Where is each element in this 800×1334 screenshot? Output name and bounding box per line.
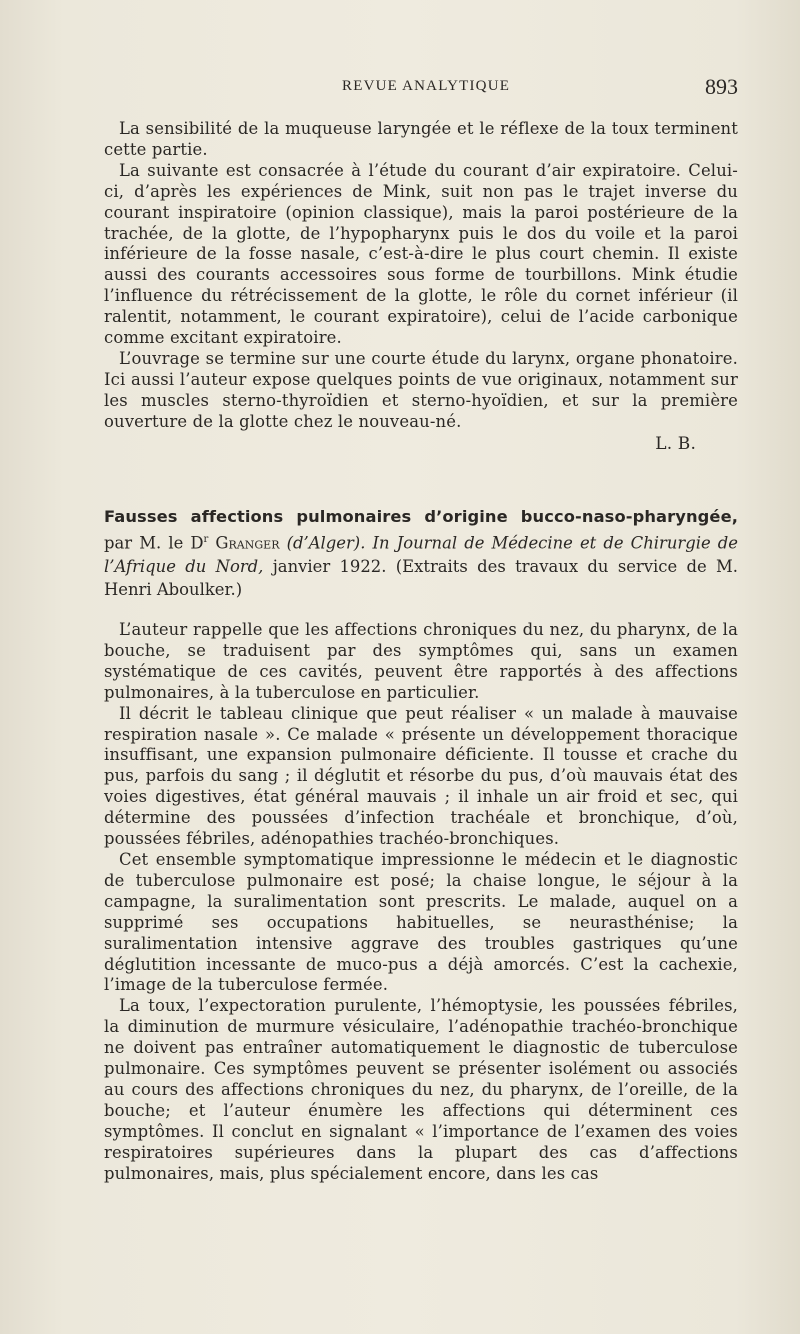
paragraph: La suivante est consacrée à l’étude du courant d’air expiratoire. Celui-ci, d’après les expériences de Mink, suit non pas le trajet inverse du courant inspiratoire (opinion classique), mais la paroi postérieure de la trachée, de la glotte, de l’hypopharynx puis le dos du voile et la paroi inférieure de la fosse nasale, c’est-à-dire le plus court chemin. Il existe aussi des courants accessoires sous forme de tourbillons. Mink étudie l’influence du rétrécissement de la glotte, le rôle du cornet inférieur (il ralentit, notamment, le courant expiratoire), celui de l’acide carbonique comme excitant expiratoire. xyxy=(104,160,738,348)
doctor-superscript: r xyxy=(203,534,209,546)
running-title: REVUE ANALYTIQUE xyxy=(342,78,511,94)
paragraph: L’ouvrage se termine sur une courte étude du larynx, organe phonatoire. Ici aussi l’auteur expose quelques points de vue originaux, notamment sur les muscles sterno-thyroïdien et sterno-hyoïdien, et sur la première ouverture de la glotte chez le nouveau-né. xyxy=(104,348,738,431)
publication-details: janvier 1922. (Extraits des travaux du service de M. Henri Aboulker.) xyxy=(104,556,739,600)
paragraph: Il décrit le tableau clinique que peut réaliser « un malade à mauvaise respiration nasale ». Ce malade « présente un développement thoracique insuffisant, une expansion pulmonaire déficiente. Il tousse et crache du pus, parfois du sang ; il déglutit et résorbe du pus, d’où mauvais état des voies digestives, état général mauvais ; il inhale un air froid et sec, qui détermine des poussées d’infection trachéale et bronchique, d’où, poussées fébriles, adénopathies trachéo-bronchiques. xyxy=(104,703,738,849)
journal-name: In Journal de Médecine et de Chirurgie de l’Afrique du Nord, xyxy=(104,533,738,576)
article-heading xyxy=(104,505,738,601)
byline-prefix: par M. le D xyxy=(104,533,204,553)
paragraph: La toux, l’expectoration purulente, l’hémoptysie, les poussées fébriles, la diminution de murmure vésiculaire, l’adénopathie trachéo-bronchique ne doivent pas entraîner automatiquement le diagnostic de tuberculose pulmonaire. Ces symptômes peuvent se présenter isolément ou associés au cours des affections chroniques du nez, du pharynx, de l’oreille, de la bouche; et l’auteur énumère les affections qui déterminent ces symptômes. Il conclut en signalant « l’importance de l’examen des voies respiratoires supérieures dans la plupart des cas d’affections pulmonaires, mais, plus spécialement encore, dans les cas xyxy=(104,996,738,1183)
review-section-continued xyxy=(104,119,738,455)
article-title: Fausses affections pulmonaires d’origine bucco-naso-pharyngée, xyxy=(104,507,738,526)
running-header xyxy=(104,74,738,102)
review-body xyxy=(104,620,738,1184)
paragraph: L’auteur rappelle que les affections chroniques du nez, du pharynx, de la bouche, se traduisent par des symptômes qui, sans un examen systématique de ces cavités, peuvent être rapportés à des affections pulmonaires, à la tuberculose en particulier. xyxy=(104,620,738,702)
reviewer-signature: L. B. xyxy=(655,433,696,454)
paragraph: Cet ensemble symptomatique impressionne le médecin et le diagnostic de tuberculose pulmonaire est posé; la chaise longue, le séjour à la campagne, la suralimentation sont prescrits. Le malade, auquel on a supprimé ses occupations habituelles, se neurasthénise; la suralimentation intensive aggrave des troubles gastriques qu’une déglutition incessante de muco-pus a déjà amorcés. C’est la cachexie, l’image de la tuberculose fermée. xyxy=(104,849,738,995)
author-affiliation: (d’Alger). xyxy=(279,533,366,553)
author-name: Granger xyxy=(208,533,280,553)
page-number: 893 xyxy=(705,74,738,99)
paragraph: La sensibilité de la muqueuse laryngée et le réflexe de la toux terminent cette partie. xyxy=(104,119,738,159)
